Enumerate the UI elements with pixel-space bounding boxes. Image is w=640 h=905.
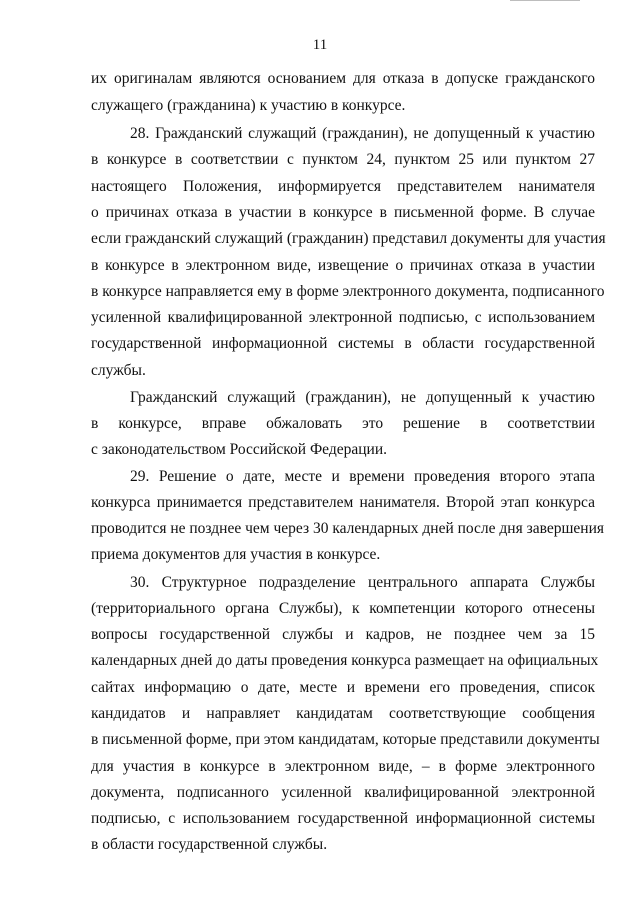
text-line: в конкурсе направляется ему в форме электронного документа, подписанного <box>91 283 605 300</box>
page-number: 11 <box>312 37 328 53</box>
text-line: (территориального органа Службы), к компетенции которого отнесены <box>91 600 595 617</box>
text-line: настоящего Положения, информируется представителем нанимателя <box>91 178 595 195</box>
text-line: государственной информационной системы в области государственной <box>91 335 595 352</box>
text-line: усиленной квалифицированной электронной подписью, с использованием <box>91 309 595 326</box>
text-line: для участия в конкурсе в электронном виде, – в форме электронного <box>91 758 595 775</box>
text-line: службы. <box>91 362 146 379</box>
text-line: документа, подписанного усиленной квалифицированной электронной <box>91 784 595 801</box>
text-line: конкурса принимается представителем нанимателя. Второй этап конкурса <box>91 494 595 511</box>
text-line: кандидатов и направляет кандидатам соответствующие сообщения <box>91 705 595 722</box>
text-line: приема документов для участия в конкурсе. <box>91 546 381 563</box>
text-line: календарных дней до даты проведения конкурса размещает на официальных <box>91 652 599 669</box>
text-line: с законодательством Российской Федерации. <box>91 441 388 458</box>
text-line: сайтах информацию о дате, месте и времени его проведения, список <box>91 679 595 696</box>
text-line: в конкурсе в электронном виде, извещение о причинах отказа в участии <box>91 257 595 274</box>
text-line: если гражданский служащий (гражданин) представил документы для участия <box>91 230 606 247</box>
text-line: проводится не позднее чем через 30 календарных дней после дня завершения <box>91 520 604 537</box>
paragraph-appeal-start: Гражданский служащий (гражданин), не допущенный к участию <box>130 389 595 406</box>
paragraph-29-start: 29. Решение о дате, месте и времени проведения второго этапа <box>130 468 595 485</box>
text-line: подписью, с использованием государственной информационной системы <box>91 810 595 827</box>
text-line: вопросы государственной службы и кадров, не позднее чем за 15 <box>91 626 595 643</box>
paragraph-28-start: 28. Гражданский служащий (гражданин), не допущенный к участию <box>130 125 595 142</box>
scan-edge-mark <box>510 0 580 1</box>
text-line: в письменной форме, при этом кандидатам, которые представили документы <box>91 731 600 748</box>
text-line: в конкурсе в соответствии с пунктом 24, пунктом 25 или пунктом 27 <box>91 151 595 168</box>
paragraph-30-start: 30. Структурное подразделение центрального аппарата Службы <box>130 574 595 591</box>
text-line: их оригиналам являются основанием для отказа в допуске гражданского <box>91 70 595 87</box>
text-line: в конкурсе, вправе обжаловать это решение в соответствии <box>91 415 595 432</box>
text-line: служащего (гражданина) к участию в конкурсе. <box>91 97 406 114</box>
text-line: о причинах отказа в участии в конкурсе в письменной форме. В случае <box>91 204 595 221</box>
text-line: в области государственной службы. <box>91 836 328 853</box>
